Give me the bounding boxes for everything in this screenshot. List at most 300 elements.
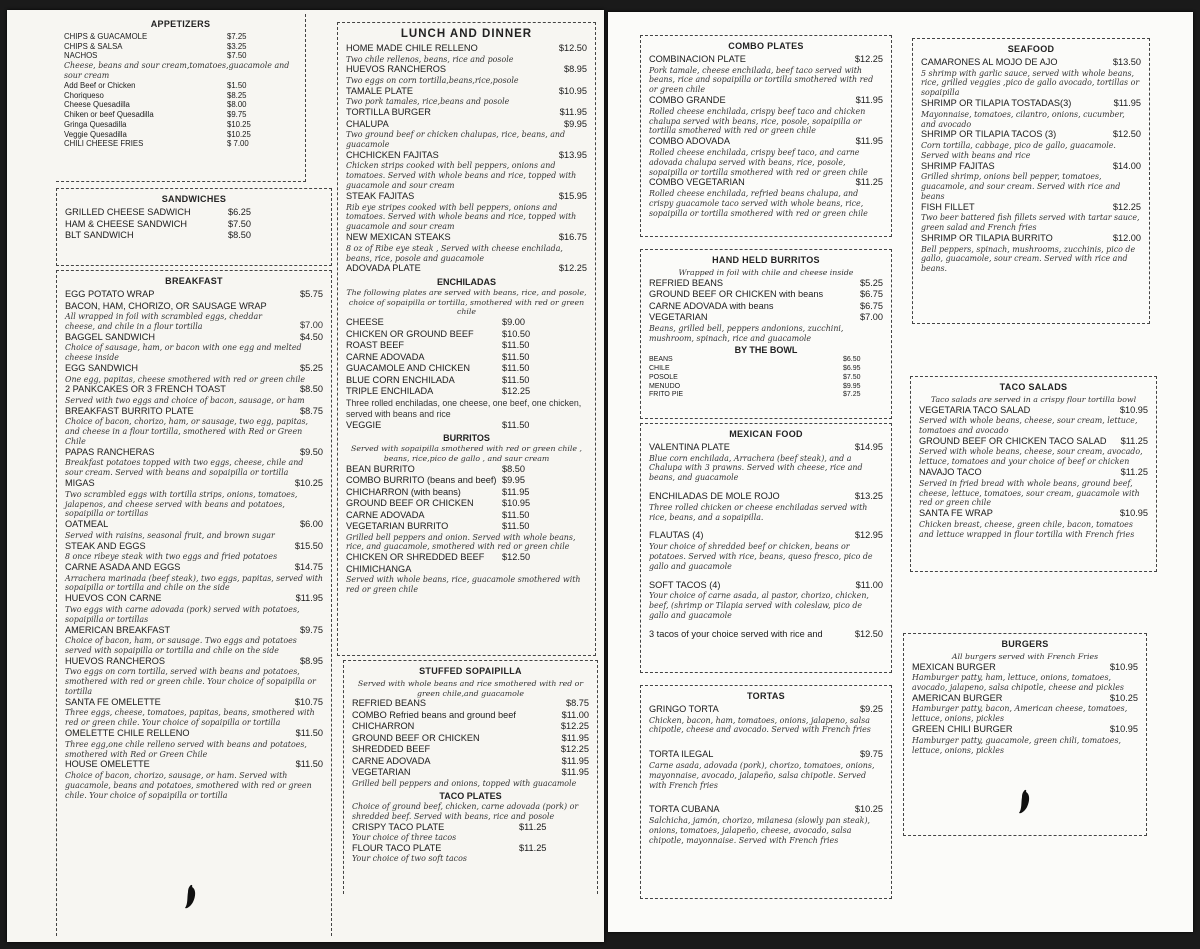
menu-item [921, 233, 1141, 245]
item-name: ROAST BEEF [346, 340, 405, 351]
item-description: One egg, papitas, cheese smothered with red or green chile [65, 374, 306, 384]
item-name: HUEVOS CON CARNE [65, 593, 162, 604]
item-price: $8.25 [227, 90, 247, 100]
item-price: $12.25 [560, 721, 589, 732]
breakfast-title: BREAKFAST [165, 276, 223, 286]
menu-item [65, 406, 323, 418]
menu-item [921, 57, 1141, 69]
item-price: $12.50 [558, 43, 587, 53]
item-description: Rolled cheese enchilada, crispy beef taco, and carne adovada chalupa served with beans, rice, posole, sopaipilla or tortilla smothered with red or green chile [649, 147, 868, 177]
menu-item [346, 191, 587, 203]
item-price: $6.50 [843, 356, 861, 364]
item-name: Chiken or beef Quesadilla [64, 110, 154, 120]
item-name: COMBO BURRITO (beans and beef) [346, 475, 497, 486]
menu-item [346, 119, 587, 131]
item-price: $8.50 [300, 384, 323, 395]
item-description: Rib eye stripes cooked with bell peppers, onions and tomatoes. Served with whole beans and rice, topped with guacamole and sour cream [346, 202, 577, 232]
item-name: CHIPS & GUACAMOLE [64, 32, 148, 41]
item-name: AMERICAN BREAKFAST [65, 624, 171, 635]
item-name: BLT SANDWICH [65, 230, 134, 240]
item-description: Hamburger patty, bacon, American cheese, tomatoes, lettuce, onions, pickles [912, 704, 1128, 724]
item-name: SANTA FE WRAP [919, 508, 993, 519]
item-price: $9.95 [502, 475, 525, 486]
item-name: BAGGEL SANDWICH [65, 331, 156, 342]
menu-item [65, 363, 323, 375]
item-name: EGG POTATO WRAP [65, 289, 155, 299]
appetizers-section [56, 14, 306, 182]
item-price: $11.00 [855, 579, 883, 590]
item-name: CARNE ADOVADA [346, 351, 425, 362]
item-name: Add Beef or Chicken [64, 80, 136, 90]
vegetarian-desc: Beans, grilled bell, peppers andonions, zucchini, mushroom, spinach, rice and guacamole [649, 323, 844, 343]
item-description: Mayonnaise, tomatoes, cilantro, onions, cucumber, and avocado [921, 109, 1125, 129]
item-price: $4.50 [300, 331, 323, 342]
menu-item [352, 767, 589, 779]
item-description-text: All wrapped in foil with scrambled eggs, cheddar cheese, and chile in a flour tortilla [65, 312, 263, 331]
item-description: Your choice of three tacos [352, 833, 457, 843]
item-description: Two scrambled eggs with tortilla strips, onions, tomatoes, jalapenos, and cheese served with beans and potatoes, sopaipilla or tortillas [65, 489, 298, 519]
item-price: $5.75 [300, 289, 323, 299]
item-price: $10.95 [1109, 661, 1138, 672]
item-name: MENUDO [649, 382, 681, 390]
item-description: Served with raisins, seasonal fruit, and brown sugar [65, 530, 275, 540]
item-name: REFRIED BEANS [352, 698, 427, 709]
menu-item [649, 177, 883, 189]
item-price: $7.50 [227, 51, 247, 61]
item-name: GREEN CHILI BURGER [912, 724, 1013, 735]
vegetarian-desc: Grilled bell peppers and onions, topped with guacamole [352, 778, 577, 788]
item-name: GRINGO TORTA [649, 704, 719, 714]
menu-item [64, 51, 297, 61]
hand-held-title: HAND HELD BURRITOS [712, 255, 820, 265]
lunch-dinner-section [337, 22, 596, 656]
menu-item [352, 733, 589, 745]
item-description: Two chile rellenos, beans, rice and posole [346, 54, 514, 64]
item-price: $5.25 [860, 277, 883, 288]
menu-item [65, 541, 323, 553]
item-description: Arrachera marinada (beef steak), two eggs, papitas, served with sopaipilla or tortilla and chile on the side [65, 573, 324, 593]
item-description [65, 312, 323, 332]
item-description: Served in fried bread with whole beans, ground beef, cheese, lettuce, tomatoes, sour cream, guacamole with red or green chile [919, 478, 1140, 508]
item-price: $13.95 [558, 149, 587, 160]
item-name: Veggie Quesadilla [64, 129, 127, 139]
menu-item [346, 64, 587, 76]
item-description: Breakfast potatoes topped with two eggs, cheese, chile and sour cream. Served with beans and sopaipilla or tortilla [65, 458, 304, 478]
item-price: $8.95 [564, 64, 587, 75]
item-price: $11.25 [1120, 435, 1148, 446]
menu-item [64, 110, 297, 120]
item-name: 3 tacos of your choice served with rice and [649, 628, 823, 639]
item-price: $10.95 [502, 498, 531, 509]
chile-pepper-icon [1016, 789, 1032, 815]
item-name: HUEVOS RANCHEROS [65, 655, 166, 666]
item-name: FRITO PIE [649, 391, 684, 399]
menu-item [912, 662, 1138, 674]
item-description: Hamburger patty, guacamole, green chili, tomatoes, lettuce, onions, pickles [912, 735, 1121, 755]
combo-plates-section [640, 35, 892, 237]
taco-plates-note: Choice of ground beef, chicken, carne adovada (pork) or shredded beef. Served with beans, rice and posole [352, 801, 579, 821]
menu-item [346, 464, 587, 476]
menu-item [649, 629, 883, 641]
item-name: COMBO GRANDE [649, 95, 726, 106]
item-name: TAMALE PLATE [346, 85, 414, 96]
item-description: 8 once ribeye steak with two eggs and fried potatoes [65, 552, 278, 562]
item-name: FLAUTAS (4) [649, 530, 704, 541]
by-the-bowl-title: BY THE BOWL [734, 345, 798, 356]
item-price: $7.50 [843, 373, 861, 381]
item-description: Corn tortilla, cabbage, pico de gallo, guacamole. Served with beans and rice [921, 140, 1116, 160]
menu-item [346, 317, 587, 329]
menu-item [64, 91, 297, 101]
item-price: $12.25 [558, 263, 587, 274]
item-description: Two eggs on corn tortilla,beans,rice,posole [346, 75, 519, 85]
menu-item [65, 289, 323, 301]
menu-item [919, 508, 1148, 520]
menu-item [649, 530, 883, 542]
menu-item [649, 491, 883, 503]
enchiladas-title: ENCHILADAS [436, 276, 496, 287]
item-name: SHREDDED BEEF [352, 744, 431, 755]
menu-item [649, 54, 883, 66]
seafood-title: SEAFOOD [1007, 44, 1055, 54]
item-price: $10.95 [1119, 508, 1148, 519]
item-price: $8.50 [228, 230, 251, 240]
item-name: MIGAS [65, 478, 95, 489]
menu-item [346, 232, 587, 244]
item-price: $6.75 [860, 289, 883, 300]
item-name: 2 PANKCAKES OR 3 FRENCH TOAST [65, 384, 226, 395]
item-price: $11.50 [295, 759, 323, 770]
item-price: $12.00 [1112, 233, 1141, 243]
item-name: AMERICAN BURGER [912, 692, 1003, 703]
item-price: $9.95 [564, 118, 587, 129]
menu-item [65, 219, 323, 231]
item-description: Choice of bacon, ham, or sausage. Two eggs and potatoes served with sopaipilla or tortilla and chile on the side [65, 636, 297, 655]
item-price: $8.95 [300, 655, 323, 666]
item-price: $ 7.00 [227, 139, 249, 149]
item-price: $11.25 [519, 821, 547, 832]
item-price: $10.25 [1109, 692, 1138, 703]
menu-item [352, 698, 589, 710]
item-description: 8 oz of Ribe eye steak , Served with cheese enchilada, beans, rice, posole and guacamole [346, 243, 563, 263]
menu-item [919, 405, 1148, 417]
menu-item [346, 510, 587, 522]
sandwiches-section [56, 188, 332, 266]
item-price: $11.95 [855, 136, 883, 147]
item-price: $12.50 [854, 628, 883, 639]
item-name: SHRIMP FAJITAS [921, 160, 995, 171]
menu-item [921, 129, 1141, 141]
item-name: FLOUR TACO PLATE [352, 842, 442, 853]
menu-item [352, 756, 589, 768]
menu-item [346, 521, 587, 533]
item-description: Chicken breast, cheese, green chile, bacon, tomatoes and lettuce wrapped in flour tortilla with French fries [919, 519, 1135, 539]
menu-item [649, 580, 883, 592]
item-name: TORTA ILEGAL [649, 749, 714, 760]
item-name: GROUND BEEF OR CHICKEN with beans [649, 289, 824, 300]
item-price: $11.95 [855, 95, 883, 106]
menu-item [346, 329, 587, 341]
item-price: $16.75 [558, 232, 587, 243]
item-price: $6.00 [300, 519, 323, 530]
item-price: $9.95 [843, 382, 861, 390]
item-name: CHILE [649, 365, 670, 373]
item-price: $12.95 [854, 530, 883, 541]
menu-item [919, 436, 1148, 448]
item-name: BEANS [649, 356, 673, 364]
item-description: Cheese, beans and sour cream,tomatoes,guacamole and sour cream [64, 61, 290, 81]
item-price: $11.25 [855, 177, 883, 188]
item-price: $8.00 [227, 100, 247, 110]
item-description: Hamburger patty, ham, lettuce, onions, tomatoes, avocado, jalapeno, salsa chipotle, cheese and pickles [912, 673, 1124, 693]
item-name: TORTILLA BURGER [346, 107, 431, 118]
menu-item [352, 721, 589, 733]
item-name: ENCHILADAS DE MOLE ROJO [649, 491, 780, 502]
item-name: VEGETARIAN BURRITO [346, 521, 449, 532]
menu-item [346, 263, 587, 275]
menu-item [649, 278, 883, 290]
menu-item [346, 340, 587, 352]
item-name: Gringa Quesadilla [64, 119, 127, 129]
item-name: STEAK AND EGGS [65, 540, 146, 551]
item-name: COMBINACION PLATE [649, 54, 746, 64]
item-price: $15.50 [294, 540, 323, 551]
item-name: EGG SANDWICH [65, 363, 138, 373]
menu-item [64, 120, 297, 130]
item-price: $11.95 [1113, 98, 1141, 109]
burritos-note: Served with sopaipilla smothered with red or green chile , beans, rice,pico de gallo , and saur cream [351, 444, 582, 463]
item-price: $9.25 [860, 704, 883, 714]
item-name: GROUND BEEF OR CHICKEN [352, 732, 480, 743]
item-price: $13.25 [854, 491, 883, 502]
item-price: $11.95 [295, 593, 323, 604]
item-price: $7.50 [228, 218, 251, 229]
item-name: Cheese Quesadilla [64, 100, 130, 110]
item-price: $3.25 [227, 41, 247, 51]
enchiladas-note: The following plates are served with beans, rice, and posole, choice of sopaipilla or tortilla, smothered with red or green chile [346, 287, 587, 317]
taco-salads-section [910, 376, 1157, 572]
menu-item [352, 822, 589, 834]
item-name: ADOVADA PLATE [346, 263, 421, 274]
item-price: $12.25 [854, 54, 883, 64]
menu-item [346, 107, 587, 119]
menu-item [346, 86, 587, 98]
item-price: $8.50 [502, 463, 525, 474]
item-name: CHEESE [346, 317, 384, 328]
item-description: Salchicha, jamón, chorizo, milanesa (slowly pan steak), onions, tomatoes, jalapeño, cheese, avocado, salsa chipotle, mayonnaise. Served with French fries [649, 815, 871, 845]
item-price: $11.50 [502, 363, 530, 374]
item-description: Served with two eggs and choice of bacon, sausage, or ham [65, 395, 305, 405]
menu-item [65, 447, 323, 459]
item-name: GUACAMOLE AND CHICKEN [346, 363, 471, 374]
menu-item [649, 704, 883, 716]
item-price: $10.95 [558, 85, 587, 96]
item-price: $1.50 [227, 80, 247, 90]
item-price: $7.25 [227, 32, 247, 41]
burgers-note: All burgers served with French Fries [951, 652, 1099, 661]
item-description: Choice of bacon, chorizo, sausage, or ham. Served with guacamole, beans and potatoes, smothered with red or green chile. Your choice of sopaipilla or tortilla [65, 770, 312, 800]
menu-item [64, 81, 297, 91]
item-price: $11.50 [502, 340, 530, 351]
tortas-title: TORTAS [747, 691, 785, 701]
item-name: HAM & CHEESE SANDWICH [65, 218, 188, 229]
item-price: $11.25 [519, 842, 547, 853]
item-name: NAVAJO TACO [919, 467, 982, 478]
item-price: $12.25 [560, 744, 589, 755]
item-description: Carne asada, adovada (pork), chorizo, tomatoes, onions, mayonnaise, avocado, jalapeño, salsa chipotle. Served with French fries [649, 760, 875, 790]
item-price: $11.50 [502, 419, 530, 430]
item-price: $11.95 [561, 732, 589, 743]
menu-item [921, 161, 1141, 173]
item-description: Your choice of two soft tacos [352, 854, 467, 864]
item-name: CHICHARRON [352, 721, 415, 732]
item-price: $10.50 [502, 328, 531, 339]
item-name: CARNE ADOVADA with beans [649, 300, 774, 311]
item-price: $6.75 [860, 300, 883, 311]
item-price: $11.95 [559, 107, 587, 118]
taco-salads-title: TACO SALADS [999, 382, 1068, 392]
menu-item [352, 843, 589, 855]
sopaipilla-title: STUFFED SOPAIPILLA [419, 666, 522, 676]
item-description: Choice of sausage, ham, or bacon with one egg and melted cheese inside [65, 343, 302, 363]
item-name: SOFT TACOS (4) [649, 579, 721, 590]
menu-item [649, 804, 883, 816]
menu-item [346, 363, 587, 375]
item-price: $7.00 [860, 312, 883, 323]
item-description: Your choice of shredded beef or chicken, beans or potatoes. Served with rice, beans, queso fresco, pico de gallo and guacamole [649, 541, 873, 571]
item-name: CHICHARRON (with beans) [346, 486, 461, 497]
appetizers-title: APPETIZERS [150, 19, 211, 29]
item-price: $8.75 [566, 698, 589, 709]
item-name: SANTA FE OMELETTE [65, 696, 161, 707]
item-name: OATMEAL [65, 519, 109, 530]
item-description: Served with whole beans, cheese, sour cream, avocado, lettuce, tomatoes and your choice of beef or chicken [919, 447, 1143, 467]
menu-item [912, 693, 1138, 705]
item-price: $9.75 [227, 110, 247, 120]
item-price: $11.95 [561, 767, 589, 778]
lunch-title: LUNCH AND DINNER [400, 28, 533, 40]
item-price: $9.75 [300, 624, 323, 635]
menu-item [64, 100, 297, 110]
menu-item [346, 352, 587, 364]
menu-item [65, 625, 323, 637]
item-description: Grilled bell peppers and onion. Served with whole beans, rice, and guacamole, smothered with red or green chile [346, 532, 576, 552]
item-name: VEGETARIA TACO SALAD [919, 404, 1031, 415]
item-name: SHRIMP OR TILAPIA TOSTADAS(3) [921, 98, 1072, 109]
menu-item [921, 98, 1141, 110]
item-name: Choriqueso [64, 90, 104, 100]
menu-item [346, 420, 587, 432]
item-description: Two eggs on corn tortilla, served with beans and potatoes, smothered with red or green chile. Your choice of sopaipilla or tortilla [65, 667, 316, 696]
item-name: CAMARONES AL MOJO DE AJO [921, 57, 1058, 67]
menu-item [65, 728, 323, 740]
menu-item [65, 697, 323, 709]
item-name: REFRIED BEANS [649, 277, 724, 288]
item-price: $10.25 [294, 478, 323, 489]
item-price: $14.95 [854, 442, 883, 452]
item-name: GROUND BEEF OR CHICKEN TACO SALAD [919, 435, 1107, 446]
item-name: SHRIMP OR TILAPIA TACOS (3) [921, 129, 1057, 140]
item-description: Grilled shrimp, onions bell pepper, tomatoes, guacamole, and sour cream. Served with rice and beans [921, 172, 1121, 201]
item-price: $11.50 [502, 509, 530, 520]
item-price: $13.50 [1112, 57, 1141, 67]
menu-item [649, 383, 883, 392]
chile-pepper-icon [182, 884, 198, 910]
menu-item [65, 384, 323, 396]
item-name: BEAN BURRITO [346, 463, 415, 474]
item-price: $14.75 [294, 562, 323, 572]
item-name: HUEVOS RANCHEROS [346, 64, 447, 75]
item-price: $14.00 [1112, 160, 1141, 171]
item-price: $12.50 [502, 552, 531, 563]
menu-item [346, 487, 587, 499]
burgers-title: BURGERS [1001, 639, 1049, 649]
item-price: $11.50 [502, 521, 530, 532]
item-description: Two eggs with carne adovada (pork) served with potatoes, sopaipilla or tortillas [65, 604, 300, 624]
item-price: $9.00 [502, 317, 525, 328]
item-name: CHIPS & SALSA [64, 41, 123, 51]
item-description: Pork tamale, cheese enchilada, beef taco served with beans, rice and sopaipilla or tortilla smothered with red or green chile [649, 65, 874, 95]
item-description: Choice of bacon, chorizo, ham, or sausage, two egg, papitas, and cheese in a flour tortilla, smothered with Red or Green Chile [65, 417, 309, 446]
item-name: HOUSE OMELETTE [65, 759, 150, 770]
menu-item [346, 498, 587, 510]
item-price: $10.95 [1109, 724, 1138, 735]
item-price: $11.50 [502, 374, 530, 385]
item-name: VEGETARIAN [352, 767, 411, 778]
item-name: OMELETTE CHILE RELLENO [65, 728, 190, 739]
item-description: Two ground beef or chicken chalupas, rice, beans, and guacamole [346, 130, 566, 149]
item-name: VEGETARIAN [649, 312, 708, 323]
item-price: $12.50 [1112, 129, 1141, 140]
item-description: 5 shrimp with garlic sauce, served with whole beans, rice, grilled veggies ,pico de gallo avocado, tortillas or sopaipilla [921, 68, 1140, 98]
burritos-title: BURRITOS [443, 433, 490, 444]
menu-item [65, 519, 323, 531]
item-price: $12.25 [502, 386, 531, 397]
item-price: $11.25 [1120, 467, 1148, 478]
item-description: Two pork tamales, rice,beans and posole [346, 97, 510, 107]
item-name: STEAK FAJITAS [346, 191, 415, 201]
hand-held-note: Wrapped in foil with chile and cheese inside [678, 268, 854, 277]
menu-item [912, 724, 1138, 736]
item-description: Served with whole beans, rice, guacamole smothered with red or green chile [346, 575, 581, 595]
breakfast-section [56, 270, 332, 936]
item-price: $11.50 [295, 728, 323, 739]
item-price: $10.75 [294, 696, 323, 707]
item-description: Chicken strips cooked with bell peppers, onions and tomatoes. Served with whole beans and rice, topped with guacamole and sour cream [346, 161, 577, 191]
item-description: Bell peppers, spinach, mushrooms, zucchinis, pico de gallo, guacamole, sour cream. Served with rice and beans. [921, 244, 1136, 274]
item-price: $11.95 [561, 755, 589, 766]
item-name: CARNE ADOVADA [346, 509, 425, 520]
item-name: BACON, HAM, CHORIZO, OR SAUSAGE WRAP [65, 300, 267, 311]
menu-item [64, 42, 297, 52]
menu-item [65, 759, 323, 771]
item-price: $11.00 [561, 709, 589, 720]
mexican-food-section [640, 423, 892, 673]
menu-item [65, 207, 323, 219]
item-description: Rolled cheese enchilada, crispy beef taco and chicken chalupa served with beans, rice, posole, sopaipilla or tortilla smothered with red or green chile [649, 106, 866, 136]
menu-item [346, 386, 587, 398]
item-price: $10.25 [227, 129, 251, 139]
item-price: $6.95 [843, 365, 861, 373]
taco-salads-note: Taco salads are served in a crispy flour tortilla bowl [930, 395, 1137, 404]
item-name: TORTA CUBANA [649, 804, 720, 815]
item-description: Three egg,one chile relleno served with beans and potatoes, smothered with Red or Green Chile [65, 739, 307, 759]
item-name: CHILI CHEESE FRIES [64, 139, 144, 149]
item-name: COMBO ADOVADA [649, 136, 730, 147]
menu-item [346, 475, 587, 487]
menu-item [649, 365, 883, 374]
item-name: CRISPY TACO PLATE [352, 821, 445, 832]
